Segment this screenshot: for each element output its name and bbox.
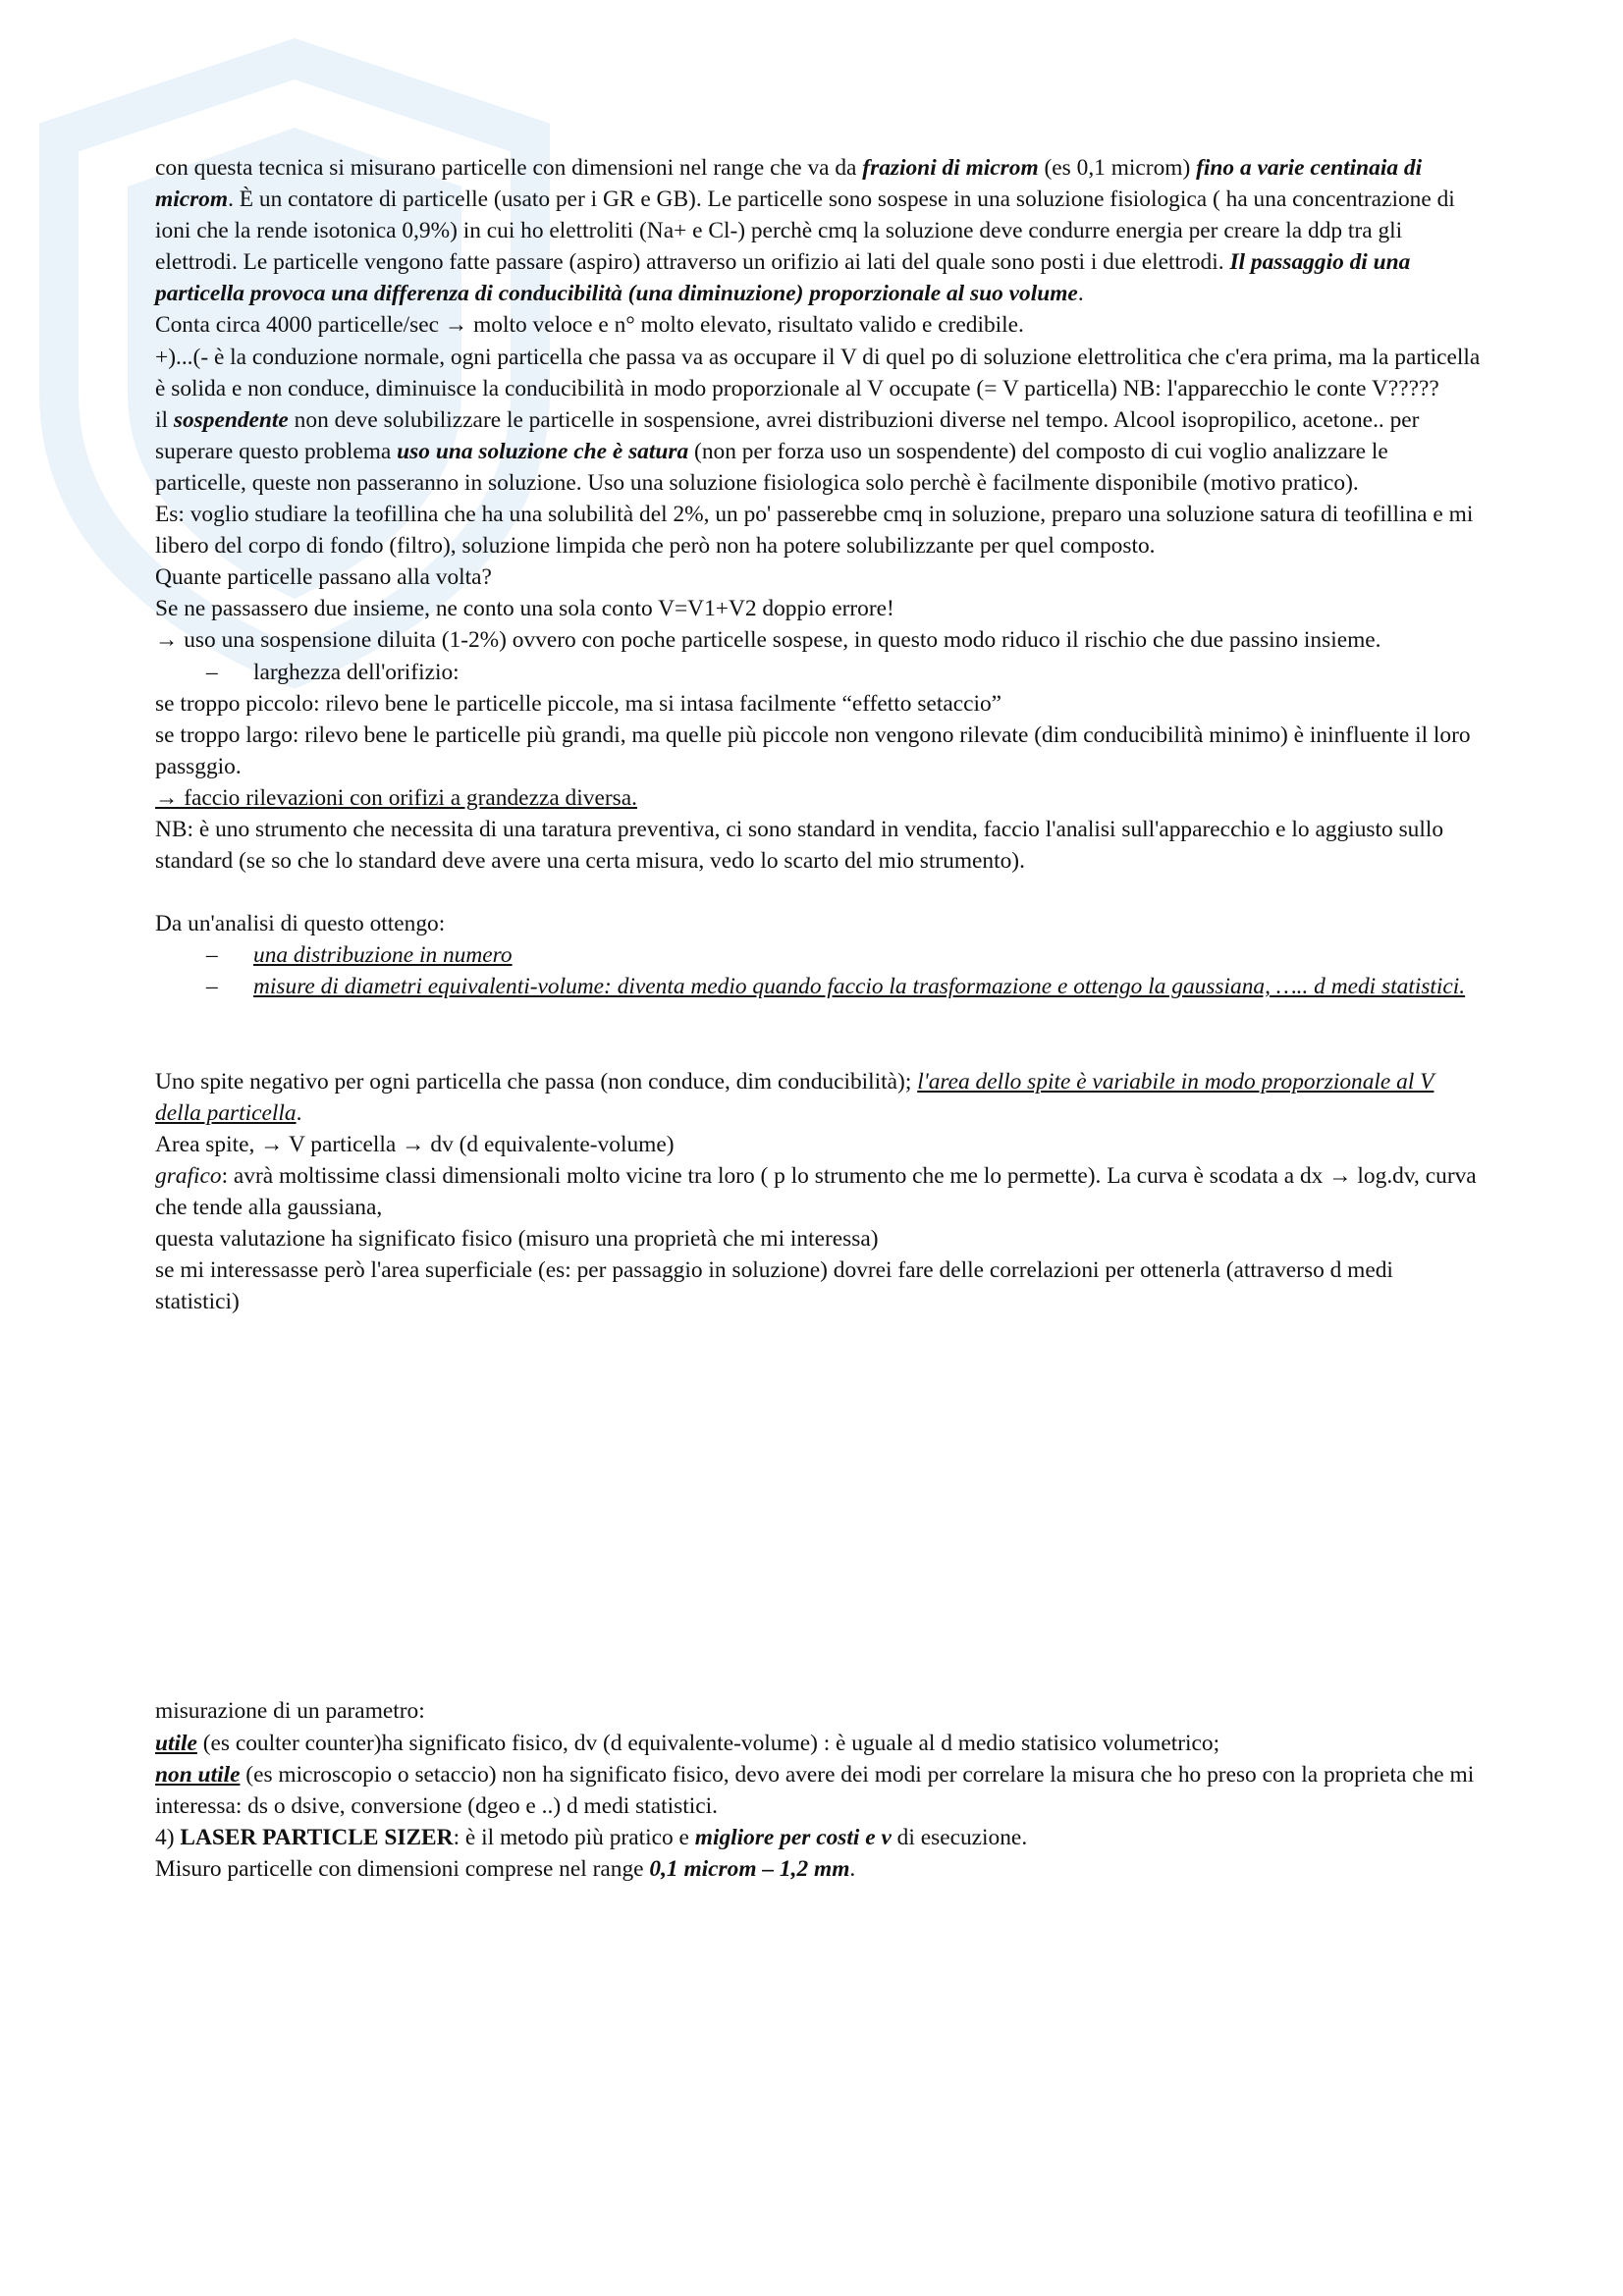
paragraph: Quante particelle passano alla volta? bbox=[155, 564, 492, 591]
spacer bbox=[155, 1003, 1483, 1035]
paragraph: grafico: avrà moltissime classi dimensionali molto vicine tra loro ( p lo strumento che me lo permette). La curva è scodata a dx → log.dv, curva che tende alla gaussiana, bbox=[155, 1163, 1477, 1221]
paragraph: non utile (es microscopio o setaccio) non ha significato fisico, devo avere dei modi per correlare la misura che ho preso con la proprieta che mi interessa: ds o dsive, conversione (dgeo e ..) d medi statistici. bbox=[155, 1761, 1475, 1819]
list-item: – larghezza dell'orifizio: bbox=[155, 657, 1483, 688]
paragraph: se mi interessasse però l'area superficiale (es: per passaggio in soluzione) dovrei fare delle correlazioni per ottenerla (attraverso d medi statistici) bbox=[155, 1257, 1393, 1315]
paragraph: Se ne passassero due insieme, ne conto una sola conto V=V1+V2 doppio errore! bbox=[155, 596, 894, 622]
spacer bbox=[155, 877, 1483, 908]
paragraph: Da un'analisi di questo ottengo: bbox=[155, 911, 446, 937]
paragraph: utile (es coulter counter)ha significato fisico, dv (d equivalente-volume) : è uguale al d medio statisico volumetrico; bbox=[155, 1730, 1220, 1756]
paragraph: Conta circa 4000 particelle/sec → molto veloce e n° molto elevato, risultato valido e credibile. bbox=[155, 312, 1024, 339]
list-dash: – bbox=[206, 974, 218, 1000]
list-dash: – bbox=[206, 942, 218, 969]
list-item: – una distribuzione in numero bbox=[155, 939, 1483, 971]
paragraph: se troppo piccolo: rilevo bene le particelle piccole, ma si intasa facilmente “effetto setaccio” bbox=[155, 690, 1002, 717]
paragraph: → uso una sospensione diluita (1-2%) ovvero con poche particelle sospese, in questo modo riduco il rischio che due passino insieme. bbox=[155, 627, 1381, 654]
paragraph: con questa tecnica si misurano particelle con dimensioni nel range che va da frazioni di microm (es 0,1 microm) fino a varie centinaia di microm. È un contatore di particelle (usato per i GR e GB). Le particelle sono sospese in una soluzione fisiologica ( ha una concentrazione di ioni che la rende isotonica 0,9%) in cui ho elettroliti (Na+ e Cl-) perchè cmq la soluzione deve condurre energia per creare la ddp tra gli elettrodi. Le particelle vengono fatte passare (aspiro) attraverso un orifizio ai lati del quale sono posti i due elettrodi. Il passaggio di una particella provoca una differenza di conducibilità (una diminuzione) proporzionale al suo volume. bbox=[155, 155, 1455, 307]
spacer bbox=[155, 1035, 1483, 1066]
list-dash: – bbox=[206, 659, 218, 685]
list-item: – misure di diametri equivalenti-volume: diventa medio quando faccio la trasformazione e ottengo la gaussiana, ….. d medi statistici. bbox=[155, 971, 1483, 1002]
document-body bbox=[155, 152, 1483, 1885]
paragraph: il sospendente non deve solubilizzare le particelle in sospensione, avrei distribuzioni diverse nel tempo. Alcool isopropilico, acetone.. per superare questo problema uso una soluzione che è satura (non per forza uso un sospendente) del composto di cui voglio analizzare le particelle, queste non passeranno in soluzione. Uso una soluzione fisiologica solo perchè è facilmente disponibile (motivo pratico). bbox=[155, 406, 1420, 496]
paragraph: misurazione di un parametro: bbox=[155, 1698, 425, 1725]
paragraph: Misuro particelle con dimensioni comprese nel range 0,1 microm – 1,2 mm. bbox=[155, 1855, 856, 1882]
paragraph: +)...(- è la conduzione normale, ogni particella che passa va as occupare il V di quel po di soluzione elettrolitica che c'era prima, ma la particella è solida e non conduce, diminuisce la conducibilità in modo proporzionale al V occupate (= V particella) NB: l'apparecchio le conte V????? bbox=[155, 344, 1481, 401]
paragraph: Es: voglio studiare la teofillina che ha una solubilità del 2%, un po' passerebbe cmq in soluzione, preparo una soluzione satura di teofillina e mi libero del corpo di fondo (filtro), soluzione limpida che però non ha potere solubilizzante per quel composto. bbox=[155, 502, 1474, 560]
paragraph: se troppo largo: rilevo bene le particelle più grandi, ma quelle più piccole non vengono rilevate (dim conducibilità minimo) è ininfluente il loro passggio. bbox=[155, 721, 1471, 779]
paragraph: → faccio rilevazioni con orifizi a grandezza diversa. bbox=[155, 784, 637, 811]
paragraph: questa valutazione ha significato fisico (misuro una proprietà che mi interessa) bbox=[155, 1226, 879, 1253]
spacer bbox=[155, 1317, 1483, 1695]
paragraph: Uno spite negativo per ogni particella che passa (non conduce, dim conducibilità); l'area dello spite è variabile in modo proporzionale al V della particella. bbox=[155, 1068, 1434, 1126]
paragraph: 4) LASER PARTICLE SIZER: è il metodo più pratico e migliore per costi e v di esecuzione. bbox=[155, 1824, 1028, 1850]
paragraph: Area spite, → V particella → dv (d equivalente-volume) bbox=[155, 1131, 675, 1157]
paragraph: NB: è uno strumento che necessita di una taratura preventiva, ci sono standard in vendita, faccio l'analisi sull'apparecchio e lo aggiusto sullo standard (se so che lo standard deve avere una certa misura, vedo lo scarto del mio strumento). bbox=[155, 816, 1444, 875]
